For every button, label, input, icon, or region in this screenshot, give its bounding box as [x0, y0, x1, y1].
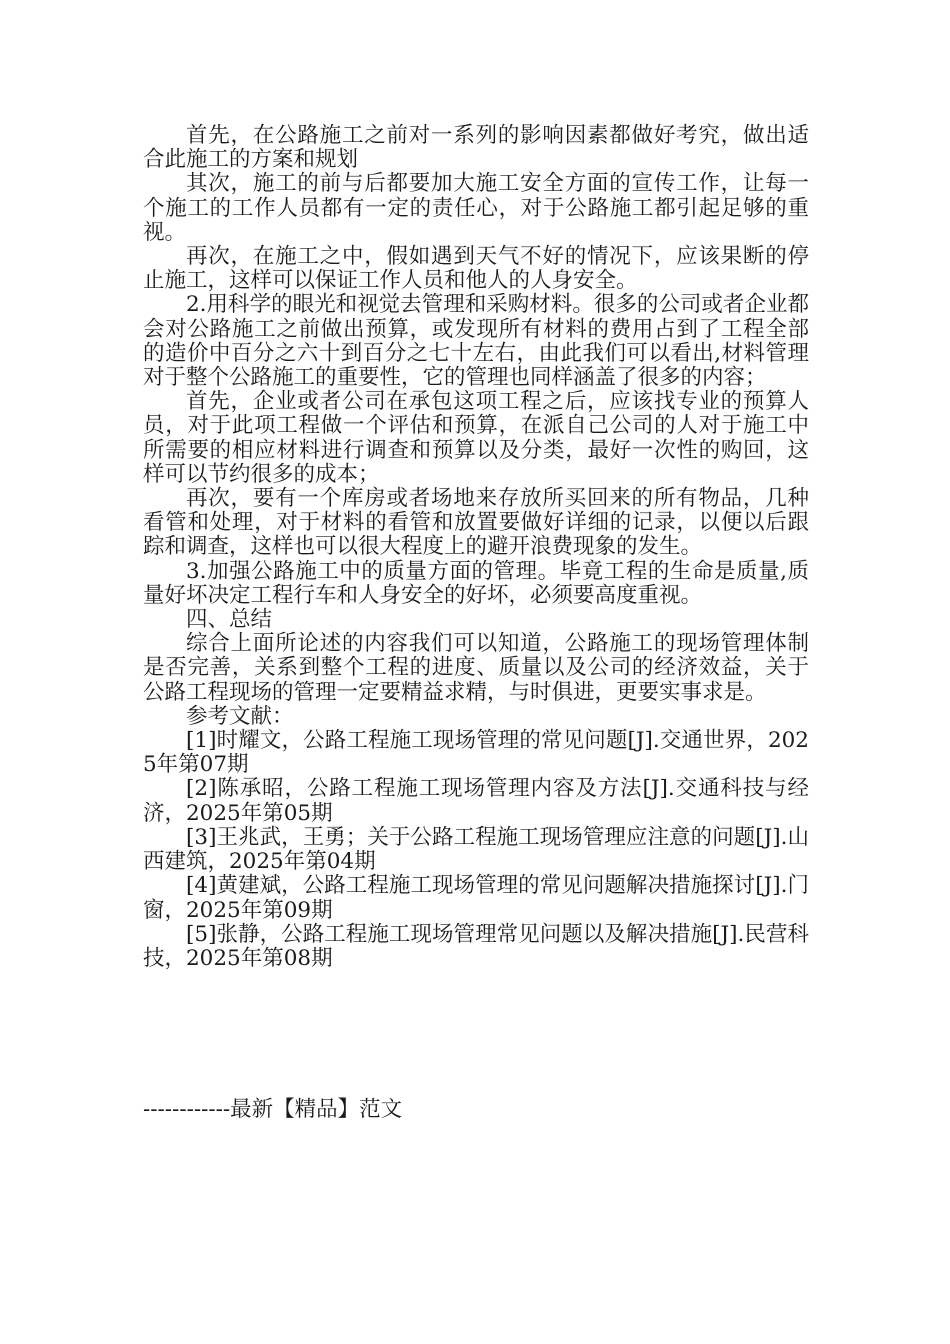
paragraph-7: 3.加强公路施工中的质量方面的管理。毕竟工程的生命是质量,质量好坏决定工程行车和人身安全的好坏，必须要高度重视。 — [143, 558, 809, 608]
paragraph-1: 首先，在公路施工之前对一系列的影响因素都做好考究，做出适合此施工的方案和规划 — [143, 123, 809, 173]
paragraph-summary: 综合上面所论述的内容我们可以知道，公路施工的现场管理体制是否完善，关系到整个工程的进度、质量以及公司的经济效益，关于公路工程现场的管理一定要精益求精，与时俱进，更要实事求是。 — [143, 631, 809, 705]
references-heading: 参考文献： — [186, 703, 294, 729]
reference-2: [2]陈承昭，公路工程施工现场管理内容及方法[J].交通科技与经济，2025年第05期 — [143, 776, 809, 826]
reference-1: [1]时耀文，公路工程施工现场管理的常见问题[J].交通世界，2025年第07期 — [143, 728, 809, 778]
paragraph-5: 首先，企业或者公司在承包这项工程之后，应该找专业的预算人员，对于此项工程做一个评估和预算，在派自己公司的人对于施工中所需要的相应材料进行调查和预算以及分类，最好一次性的购回，这样可以节约很多的成本； — [143, 389, 809, 487]
paragraph-2: 其次，施工的前与后都要加大施工安全方面的宣传工作，让每一个施工的工作人员都有一定的责任心，对于公路施工都引起足够的重视。 — [143, 171, 809, 245]
paragraph-3: 再次，在施工之中，假如遇到天气不好的情况下，应该果断的停止施工，这样可以保证工作人员和他人的人身安全。 — [143, 244, 809, 294]
reference-3: [3]王兆武，王勇；关于公路工程施工现场管理应注意的问题[J].山西建筑，2025年第04期 — [143, 824, 809, 875]
footer-text: ------------最新【精品】范文 — [143, 1097, 403, 1122]
paragraph-4: 2.用科学的眼光和视觉去管理和采购材料。很多的公司或者企业都会对公路施工之前做出预算，或发现所有材料的费用占到了工程全部的造价中百分之六十到百分之七十左右，由此我们可以看出,材料管理对于整个公路施工的重要性，它的管理也同样涵盖了很多的内容； — [143, 292, 809, 391]
paragraph-6: 再次，要有一个库房或者场地来存放所买回来的所有物品，几种看管和处理，对于材料的看管和放置要做好详细的记录，以便以后跟踪和调查，这样也可以很大程度上的避开浪费现象的发生。 — [143, 486, 809, 560]
document-body — [143, 124, 809, 971]
reference-4: [4]黄建斌，公路工程施工现场管理的常见问题解决措施探讨[J].门窗，2025年第09期 — [143, 873, 809, 923]
section-heading-summary: 四、总结 — [186, 607, 273, 633]
reference-5: [5]张静，公路工程施工现场管理常见问题以及解决措施[J].民营科技，2025年第08期 — [143, 921, 809, 971]
